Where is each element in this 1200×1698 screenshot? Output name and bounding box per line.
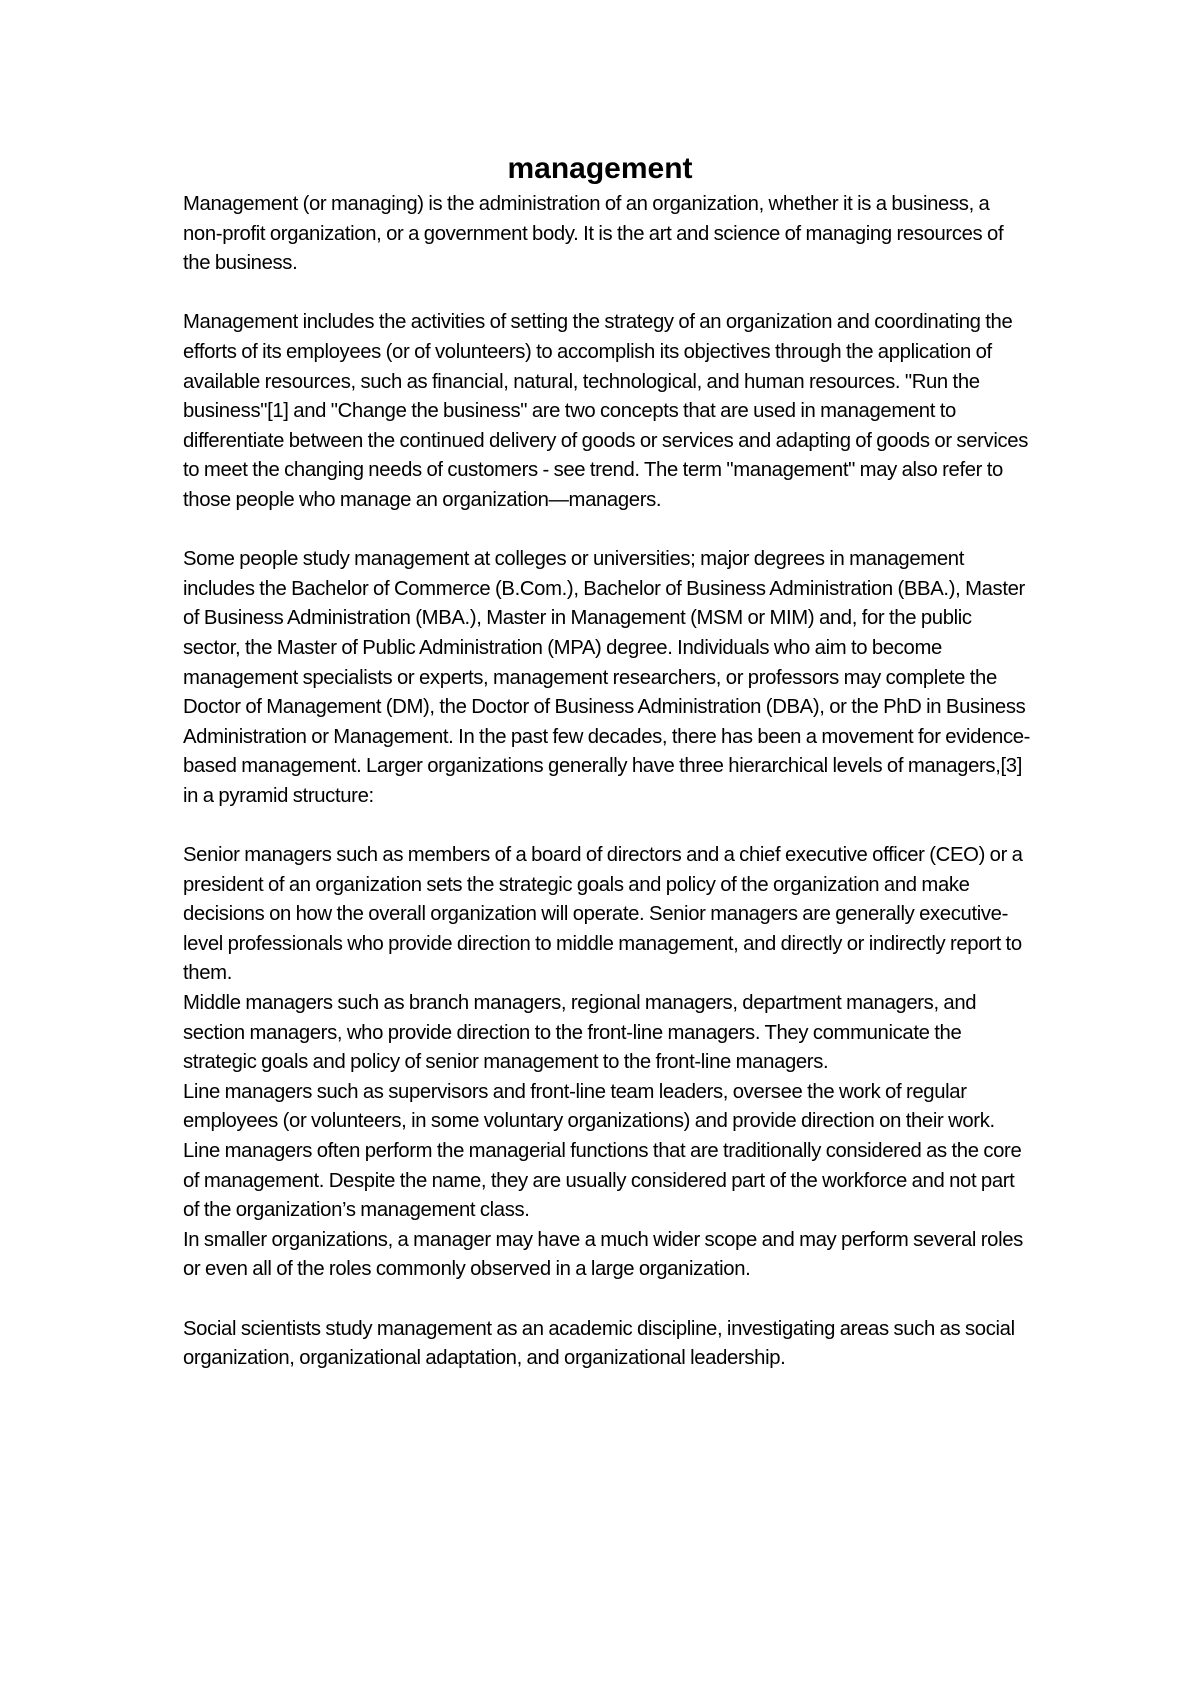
paragraph-spacer [183, 279, 1033, 309]
paragraph-social-scientists: Social scientists study management as an academic discipline, investigating areas such as social organization, organizational adaptation, and organizational leadership. [183, 1317, 1015, 1370]
paragraph-smaller-organizations: In smaller organizations, a manager may have a much wider scope and may perform several roles or even all of the roles commonly observed in a large organization. [183, 1228, 1023, 1281]
paragraph-spacer [183, 516, 1033, 546]
document-body [183, 190, 1033, 1374]
paragraph-definition: Management (or managing) is the administration of an organization, whether it is a business, a non-profit organization, or a government body. It is the art and science of managing resources of the business. [183, 193, 1004, 275]
paragraph-senior-managers: Senior managers such as members of a board of directors and a chief executive officer (CEO) or a president of an organization sets the strategic goals and policy of the organization and make decisions on how the overall organization will operate. Senior managers are generally executive-level professionals who provide direction to middle management, and directly or indirectly report to them. [183, 844, 1023, 985]
paragraph-spacer [183, 811, 1033, 841]
paragraph-study: Some people study management at colleges or universities; major degrees in management includes the Bachelor of Commerce (B.Com.), Bachelor of Business Administration (BBA.), Master of Business Administration (MBA.), Master in Management (MSM or MIM) and, for the public sector, the Master of Public Administration (MPA) degree. Individuals who aim to become management specialists or experts, management researchers, or professors may complete the Doctor of Management (DM), the Doctor of Business Administration (DBA), or the PhD in Business Administration or Management. In the past few decades, there has been a movement for evidence-based management. Larger organizations generally have three hierarchical levels of managers,[3] in a pyramid structure: [183, 548, 1031, 807]
paragraph-activities: Management includes the activities of setting the strategy of an organization and coordinating the efforts of its employees (or of volunteers) to accomplish its objectives through the application of available resources, such as financial, natural, technological, and human resources. "Run the business"[1] and "Change the business" are two concepts that are used in management to differentiate between the continued delivery of goods or services and adapting of goods or services to meet the changing needs of customers - see trend. The term "management" may also refer to those people who manage an organization—managers. [183, 311, 1028, 511]
paragraph-middle-managers: Middle managers such as branch managers, regional managers, department managers, and section managers, who provide direction to the front-line managers. They communicate the strategic goals and policy of senior management to the front-line managers. [183, 992, 977, 1074]
document-title: management [507, 152, 693, 185]
paragraph-spacer [183, 1285, 1033, 1315]
paragraph-line-managers: Line managers such as supervisors and front-line team leaders, oversee the work of regular employees (or volunteers, in some voluntary organizations) and provide direction on their work. Line managers often perform the managerial functions that are traditionally considered as the core of management. Despite the name, they are usually considered part of the workforce and not part of the organization’s management class. [183, 1080, 1022, 1222]
